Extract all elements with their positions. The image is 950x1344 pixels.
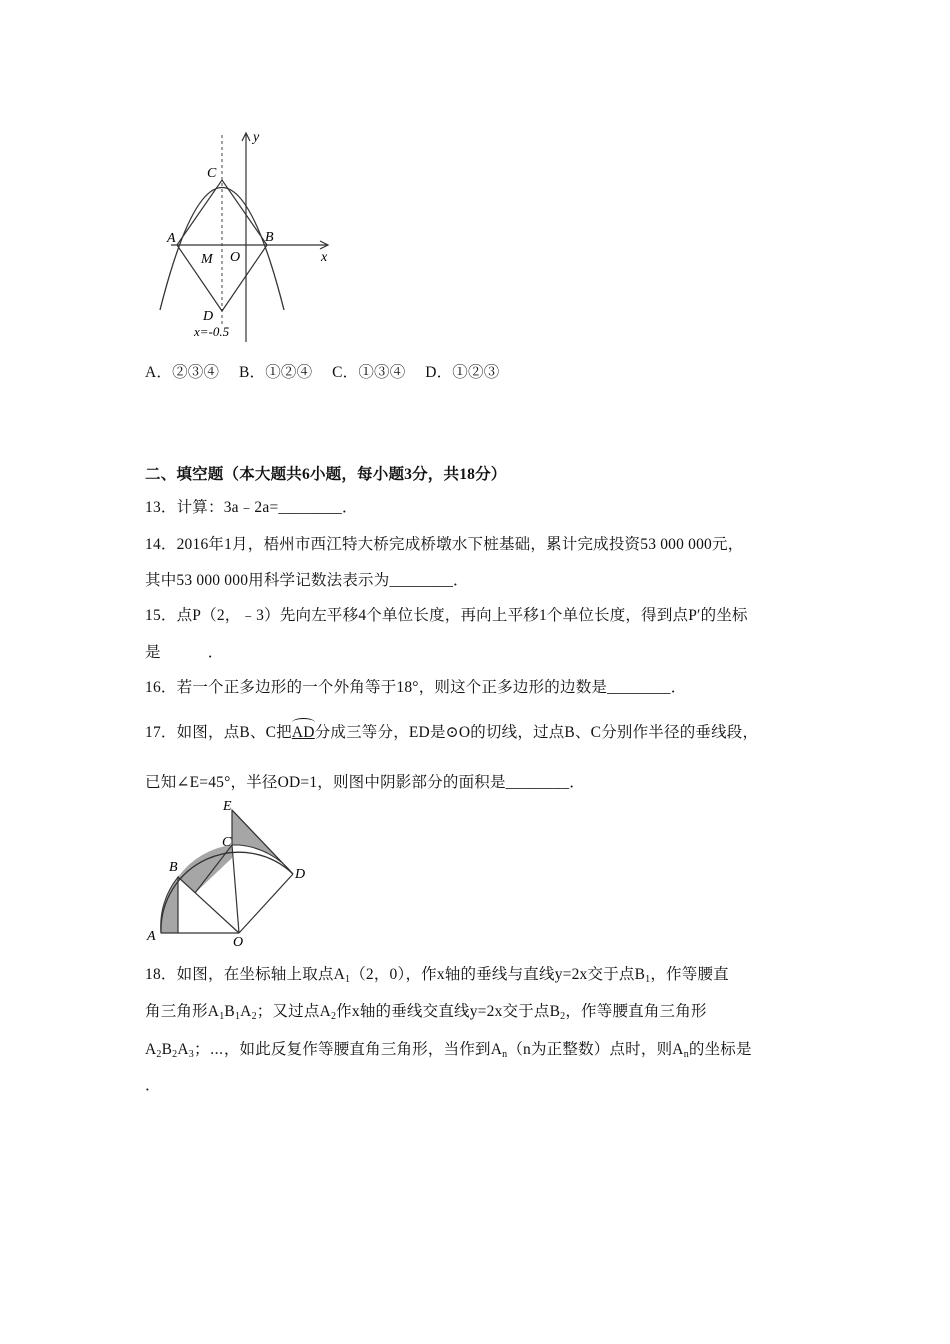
q18-text: A xyxy=(145,1041,157,1058)
label-e: E xyxy=(223,799,232,814)
q18-text: 的坐标是 xyxy=(688,1041,752,1058)
question-14-line1: 14．2016年1月，梧州市西江特大桥完成桥墩水下桩基础，累计完成投资53 000 000元， xyxy=(145,536,744,553)
q18-sub: 1 xyxy=(234,1011,241,1022)
label-o: O xyxy=(230,250,241,265)
question-17-line1 xyxy=(145,720,758,742)
arc-ad: AD xyxy=(291,724,315,741)
q18-sub: 2 xyxy=(251,1011,257,1022)
label-o2: O xyxy=(233,935,244,950)
question-13: 13．计算：3a﹣2a=________． xyxy=(145,499,358,516)
q12-options: A．②③④ B．①②④ C．①③④ D．①②③ xyxy=(145,364,500,381)
q18-sub: 1 xyxy=(645,974,651,985)
q18-text: ；又过点A xyxy=(256,1003,331,1020)
section2-title: 二、填空题（本大题共6小题，每小题3分，共18分） xyxy=(145,466,507,483)
question-17-line2: 已知∠E=45°，半径OD=1，则图中阴影部分的面积是________． xyxy=(145,774,585,791)
question-18-line2 xyxy=(145,999,707,1022)
label-c2: C xyxy=(222,835,232,850)
q18-sub: 1 xyxy=(219,1011,225,1022)
label-a: A xyxy=(167,231,176,246)
q18-text: B xyxy=(224,1003,235,1020)
q18-text: （2，0），作x轴的垂线与直线y=2x交于点B xyxy=(350,966,646,983)
q18-text: ，作等腰直角三角形 xyxy=(565,1003,707,1020)
q18-text: ；⋯，如此反复作等腰直角三角形，当作到A xyxy=(193,1041,503,1058)
label-b2: B xyxy=(169,860,178,875)
q18-text: A xyxy=(177,1041,189,1058)
label-c: C xyxy=(207,166,217,181)
q17-text-b: 分成三等分，ED是⊙O的切线，过点B、C分别作半径的垂线段， xyxy=(314,724,759,741)
q18-text: 18．如图，在坐标轴上取点A xyxy=(145,966,345,983)
q18-sub: 2 xyxy=(172,1049,178,1060)
question-15-line1: 15．点P（2，﹣3）先向左平移4个单位长度，再向上平移1个单位长度，得到点P′的坐标 xyxy=(145,607,748,624)
quarter-circle-figure xyxy=(143,798,313,950)
label-d: D xyxy=(203,309,214,324)
q18-sub: 3 xyxy=(188,1049,194,1060)
q18-sub: 2 xyxy=(330,1011,337,1022)
label-b: B xyxy=(265,230,274,245)
question-18-line1 xyxy=(145,962,729,985)
question-14-line2: 其中53 000 000用科学记数法表示为________． xyxy=(145,572,469,589)
q18-text: B xyxy=(161,1041,173,1058)
label-axis-note: x=-0.5 xyxy=(194,324,230,339)
label-a2: A xyxy=(147,929,156,944)
q18-text: ，作等腰直 xyxy=(650,966,729,983)
question-16: 16．若一个正多边形的一个外角等于18°，则这个正多边形的边数是________． xyxy=(145,679,687,696)
label-m: M xyxy=(201,252,213,267)
label-d2: D xyxy=(295,867,306,882)
label-x: x xyxy=(321,250,328,265)
q18-text: 角三角形A xyxy=(145,1003,220,1020)
label-y: y xyxy=(253,130,260,145)
q17-text-a: 17．如图，点B、C把 xyxy=(145,724,292,741)
q18-sub: 1 xyxy=(345,974,351,985)
q18-text: （n为正整数）点时，则A xyxy=(507,1041,684,1058)
q18-sub: 2 xyxy=(156,1049,162,1060)
q18-sub: n xyxy=(502,1049,508,1060)
question-18-line3 xyxy=(145,1037,752,1060)
parabola-figure xyxy=(143,125,338,347)
q18-text: A xyxy=(240,1003,252,1020)
q18-sub: n xyxy=(683,1049,689,1060)
question-15-line2: 是 ． xyxy=(145,644,224,661)
question-18-line4: ． xyxy=(145,1077,161,1094)
q18-text: 作x轴的垂线交直线y=2x交于点B xyxy=(336,1003,561,1020)
q18-sub: 2 xyxy=(560,1011,566,1022)
